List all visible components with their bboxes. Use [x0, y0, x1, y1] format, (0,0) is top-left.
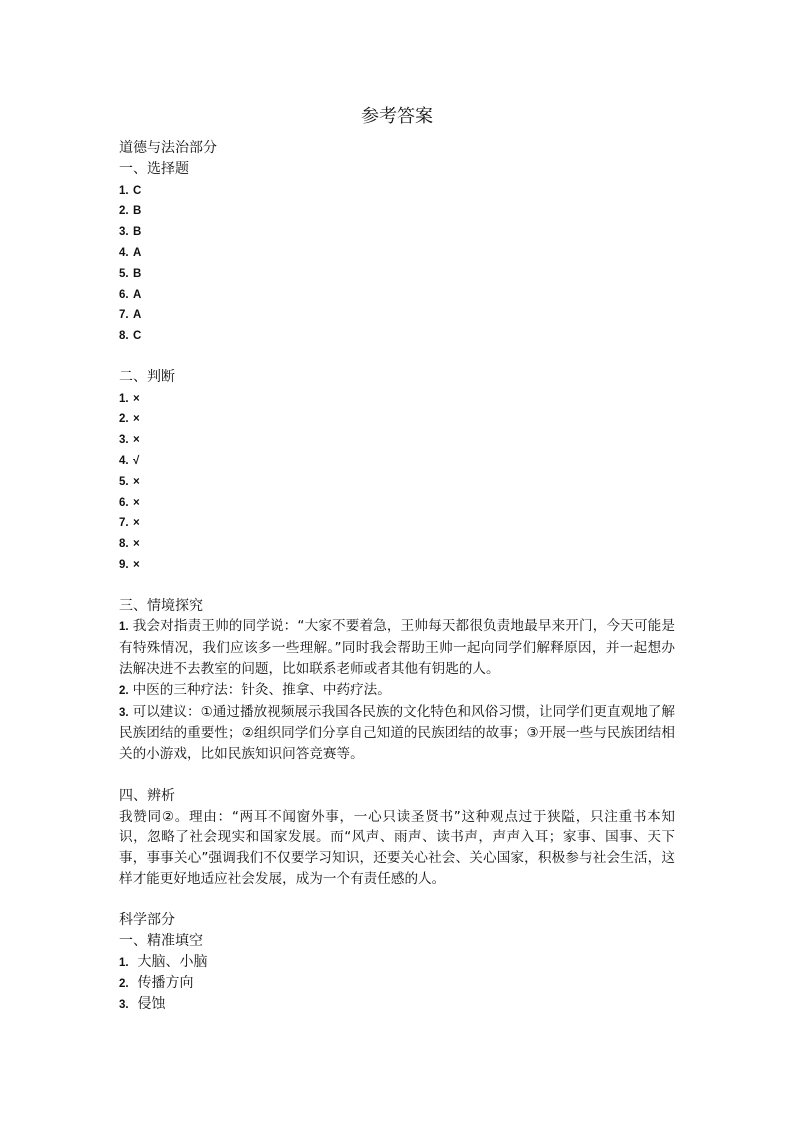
fill-item: 2. 传播方向 [119, 974, 194, 991]
judge-list [119, 388, 675, 575]
situation-answer: 3. 可以建议：①通过播放视频展示我国各民族的文化特色和风俗习惯，让同学们更直观地了解民族团结的重要性；②组织同学们分享自己知道的民族团结的故事；③开展一些与民族团结相关的小游戏，比如民族知识问答竞赛等。 [119, 703, 675, 763]
morality-heading: 道德与法治部分 [119, 140, 217, 156]
choice-item: 8. C [119, 330, 142, 343]
judge-item: 2. × [119, 413, 140, 426]
spacer [119, 890, 675, 911]
judge-item: 5. × [119, 475, 140, 488]
fill-item: 3. 侵蚀 [119, 995, 166, 1012]
judge-item: 8. × [119, 538, 140, 551]
judge-item: 7. × [119, 517, 140, 530]
science-heading: 科学部分 [119, 912, 175, 929]
judge-heading: 二、判断 [119, 368, 175, 385]
choice-heading: 一、选择题 [119, 160, 189, 177]
spacer [119, 346, 675, 367]
situation-heading: 三、情境探究 [119, 597, 203, 614]
judge-item: 4. √ [119, 454, 140, 467]
judge-item: 6. × [119, 496, 140, 509]
judge-item: 3. × [119, 434, 140, 447]
spacer [119, 765, 675, 786]
judge-item: 1. × [119, 392, 140, 405]
choice-list [119, 180, 675, 346]
choice-item: 7. A [119, 309, 142, 322]
analysis-heading: 四、辨析 [119, 787, 175, 804]
fill-list [119, 952, 675, 1014]
choice-item: 6. A [119, 288, 142, 301]
situation-answer: 2. 中医的三种疗法：针灸、推拿、中药疗法。 [119, 681, 391, 698]
spacer [119, 575, 675, 596]
fill-heading: 一、精准填空 [119, 933, 203, 950]
choice-item: 3. B [119, 226, 142, 239]
answer-content [119, 138, 675, 1014]
choice-item: 2. B [119, 205, 142, 218]
situation-answer: 1. 我会对指责王帅的同学说：“大家不要着急，王帅每天都很负责地最早来开门，今天可能是有特殊情况，我们应该多一些理解。”同时我会帮助王帅一起向同学们解释原因，并一起想办法解决进不去教室的问题，比如联系老师或者其他有钥匙的人。 [119, 618, 675, 677]
choice-item: 4. A [119, 246, 142, 259]
judge-item: 9. × [119, 558, 140, 571]
page-title: 参考答案 [361, 106, 433, 127]
situation-list [119, 616, 675, 765]
choice-item: 1. C [119, 184, 142, 197]
analysis-answer: 我赞同②。理由：“两耳不闻窗外事，一心只读圣贤书”这种观点过于狭隘，只注重书本知识，忽略了社会现实和国家发展。而“风声、雨声、读书声，声声入耳；家事、国事、天下事，事事关心”强调我们不仅要学习知识，还要关心社会、关心国家，积极参与社会生活，这样才能更好地适应社会发展，成为一个有责任感的人。 [119, 808, 675, 887]
fill-item: 1. 大脑、小脑 [119, 954, 208, 971]
choice-item: 5. B [119, 267, 142, 280]
